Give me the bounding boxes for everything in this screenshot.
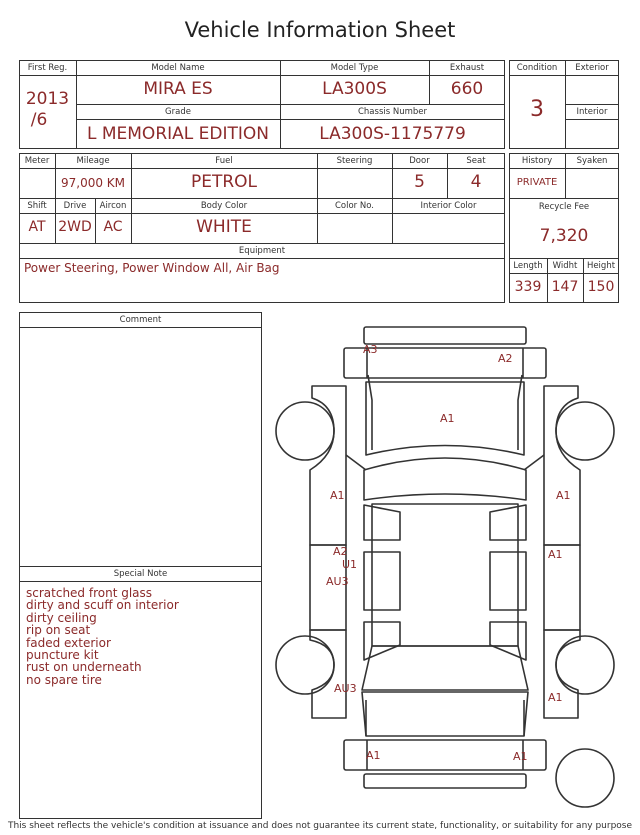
body-color-value: WHITE xyxy=(196,217,252,237)
damage-mark: A1 xyxy=(330,489,345,502)
shift-label: Shift xyxy=(27,201,47,211)
page-title: Vehicle Information Sheet xyxy=(184,18,456,42)
chassis-label: Chassis Number xyxy=(357,107,428,117)
right-front-fender xyxy=(544,386,580,545)
length-label: Length xyxy=(513,261,543,271)
equipment-label: Equipment xyxy=(238,246,286,256)
color-no-label: Color No. xyxy=(334,201,374,211)
chassis-value: LA300S-1175779 xyxy=(319,124,466,144)
front-right-tire xyxy=(556,402,614,460)
front-left-tire xyxy=(276,402,334,460)
special-note-item: puncture kit xyxy=(26,648,99,663)
interior-color-label: Interior Color xyxy=(420,201,477,211)
aircon-value: AC xyxy=(103,219,123,235)
history-value: PRIVATE xyxy=(516,177,558,188)
grade-value: L MEMORIAL EDITION xyxy=(86,124,269,144)
damage-mark: A1 xyxy=(440,412,455,425)
tailgate xyxy=(362,692,528,736)
special-note-label: Special Note xyxy=(113,569,168,579)
rear-left-tire xyxy=(276,636,334,694)
front-grille xyxy=(364,327,526,344)
fuel-label: Fuel xyxy=(215,156,233,166)
mileage-value: 97,000 KM xyxy=(60,176,126,190)
damage-mark: AU3 xyxy=(326,575,349,588)
exhaust-value: 660 xyxy=(450,79,484,99)
rear-right-tire xyxy=(556,636,614,694)
damage-mark: A2 xyxy=(498,352,513,365)
damage-mark: A1 xyxy=(548,548,563,561)
seat-value: 4 xyxy=(470,172,482,192)
length-value: 339 xyxy=(514,279,542,295)
height-value: 150 xyxy=(587,279,615,295)
width-value: 147 xyxy=(551,279,579,295)
height-label: Height xyxy=(586,261,616,271)
special-note-item: dirty and scuff on interior xyxy=(26,598,179,613)
condition-label: Condition xyxy=(516,63,558,73)
exhaust-label: Exhaust xyxy=(449,63,485,73)
right-rear-quarter xyxy=(544,630,580,718)
model-name-label: Model Name xyxy=(151,63,205,73)
equipment-value: Power Steering, Power Window All, Air Bag xyxy=(24,261,280,275)
shift-value: AT xyxy=(28,219,46,235)
comment-label: Comment xyxy=(119,315,162,325)
rear-panel xyxy=(364,774,526,788)
special-note-item: faded exterior xyxy=(26,635,111,650)
damage-mark: A1 xyxy=(556,489,571,502)
exterior-label: Exterior xyxy=(575,63,609,73)
damage-mark: A1 xyxy=(548,691,563,704)
first-reg-label: First Reg. xyxy=(27,63,68,73)
door-value: 5 xyxy=(414,172,425,192)
damage-mark: A1 xyxy=(366,749,381,762)
model-name-value: MIRA ES xyxy=(143,79,213,99)
first-reg-year: 2013 xyxy=(25,89,70,109)
model-type-value: LA300S xyxy=(322,79,387,99)
drive-value: 2WD xyxy=(58,219,92,235)
windshield xyxy=(364,458,526,500)
special-note-item: rip on seat xyxy=(26,623,91,638)
seat-label: Seat xyxy=(466,156,486,166)
steering-label: Steering xyxy=(336,156,373,166)
left-rear-quarter xyxy=(310,630,346,718)
special-note-item: dirty ceiling xyxy=(26,610,97,625)
meter-label: Meter xyxy=(24,156,50,166)
width-label: Widht xyxy=(552,261,578,271)
grade-label: Grade xyxy=(165,107,191,117)
door-label: Door xyxy=(409,156,430,166)
condition-value: 3 xyxy=(530,97,544,122)
history-label: History xyxy=(521,156,553,166)
disclaimer-footer: This sheet reflects the vehicle's condition at issuance and does not guarantee its current state, functionality, or suitability for any purpose xyxy=(7,821,633,831)
damage-mark: U1 xyxy=(342,558,358,571)
special-note-item: rust on underneath xyxy=(26,660,142,675)
first-reg-month: /6 xyxy=(30,110,48,130)
roof xyxy=(372,504,518,646)
mileage-label: Mileage xyxy=(76,156,110,166)
rear-window xyxy=(362,646,528,690)
body-color-label: Body Color xyxy=(200,201,248,211)
damage-mark: A3 xyxy=(363,343,378,356)
damage-mark: A2 xyxy=(333,545,348,558)
left-front-fender xyxy=(310,386,346,545)
recycle-fee-label: Recycle Fee xyxy=(538,202,590,212)
drive-label: Drive xyxy=(63,201,87,211)
spare-tire xyxy=(556,749,614,807)
special-note-item: scratched front glass xyxy=(26,586,153,600)
damage-mark: A1 xyxy=(513,750,528,763)
model-type-label: Model Type xyxy=(330,63,379,73)
fuel-value: PETROL xyxy=(190,172,258,192)
syaken-label: Syaken xyxy=(576,156,608,166)
special-note-item: no spare tire xyxy=(26,672,102,687)
aircon-label: Aircon xyxy=(99,201,127,211)
recycle-fee-value: 7,320 xyxy=(539,226,589,246)
damage-mark: AU3 xyxy=(334,682,357,695)
interior-label: Interior xyxy=(576,107,608,117)
